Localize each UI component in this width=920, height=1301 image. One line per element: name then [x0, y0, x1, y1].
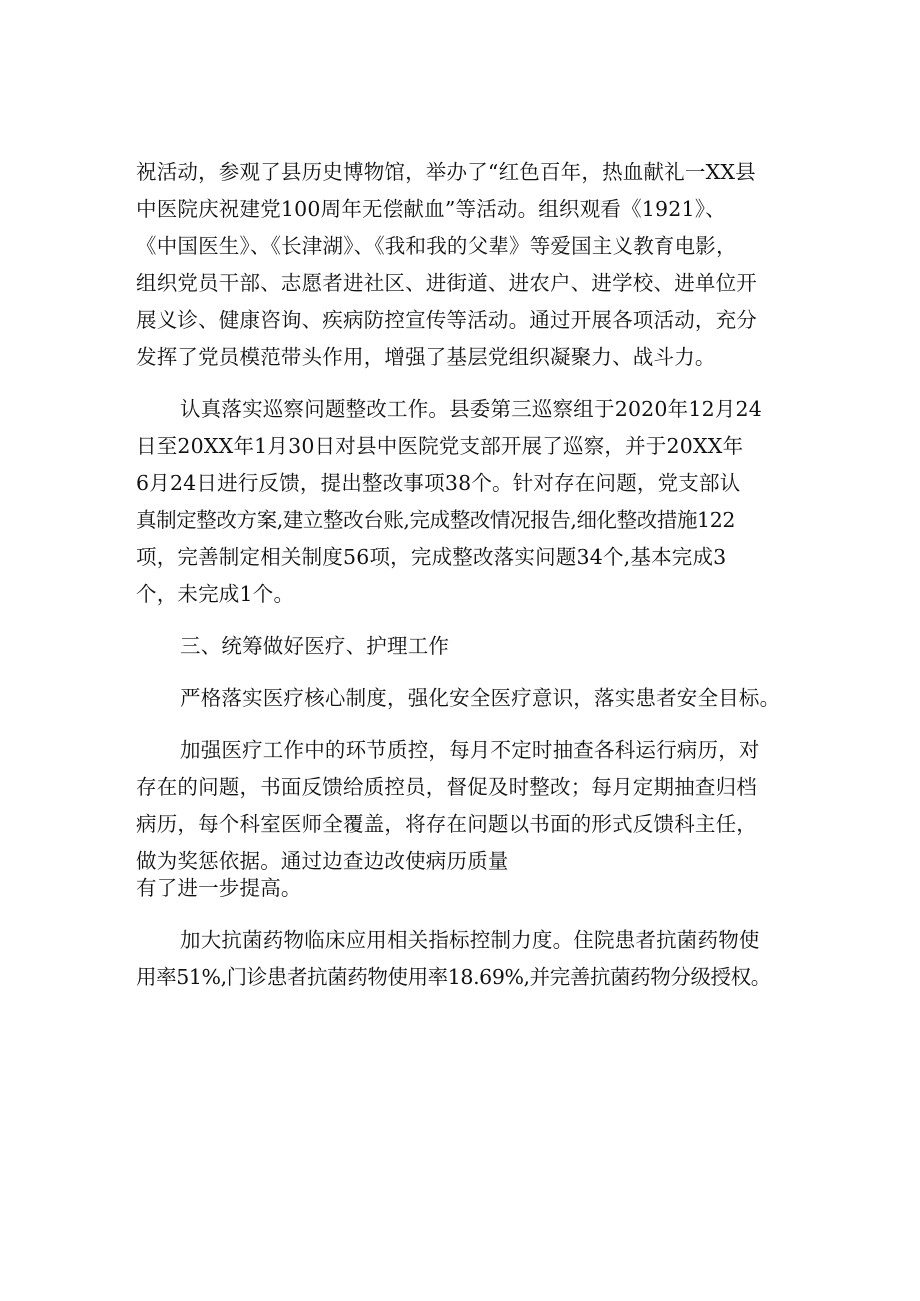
paragraph-line: 做为奖惩依据。通过边查边改使病历质量: [136, 849, 509, 873]
paragraph-line: 真制定整改方案,建立整改台账,完成整改情况报告,细化整改措施122: [136, 508, 735, 532]
paragraph-line: 加大抗菌药物临床应用相关指标控制力度。住院患者抗菌药物使: [180, 928, 760, 952]
paragraph-line: 展义诊、健康咨询、疾病防控宣传等活动。通过开展各项活动，充分: [136, 308, 757, 332]
paragraph-line: 项，完善制定相关制度56项，完成整改落实问题34个,基本完成3: [136, 545, 727, 569]
paragraph-line: 组织党员干部、志愿者进社区、进街道、进农户、进学校、进单位开: [136, 271, 757, 295]
paragraph-line: 6月24日进行反馈，提出整改事项38个。针对存在问题，党支部认: [136, 471, 741, 495]
paragraph-line: 发挥了党员模范带头作用，增强了基层党组织凝聚力、战斗力。: [136, 345, 716, 369]
paragraph-line: 严格落实医疗核心制度，强化安全医疗意识，落实患者安全目标。: [180, 686, 781, 710]
paragraph-line: 《中国医生》、《长津湖》、《我和我的父辈》等爱国主义教育电影，: [136, 234, 737, 258]
paragraph-line: 认真落实巡察问题整改工作。县委第三巡察组于2020年12月24: [180, 397, 763, 421]
paragraph-line: 中医院庆祝建党100周年无偿献血”等活动。组织观看《1921》、: [136, 197, 726, 221]
paragraph-line: 个，未完成1个。: [136, 582, 295, 606]
paragraph-line: 加强医疗工作中的环节质控，每月不定时抽查各科运行病历，对: [180, 738, 760, 762]
paragraph-line: 存在的问题，书面反馈给质控员，督促及时整改；每月定期抽查归档: [136, 775, 757, 799]
paragraph-line: 用率51%,门诊患者抗菌药物使用率18.69%,并完善抗菌药物分级授权。: [136, 965, 771, 989]
paragraph-line: 祝活动，参观了县历史博物馆，举办了“红色百年，热血献礼一XX县: [136, 160, 756, 184]
paragraph-line: 有了进一步提高。: [136, 876, 302, 900]
paragraph-line: 日至20XX年1月30日对县中医院党支部开展了巡察，并于20XX年: [136, 434, 744, 458]
paragraph-line: 病历，每个科室医师全覆盖，将存在问题以书面的形式反馈科主任，: [136, 812, 757, 836]
section-heading: 三、统筹做好医疗、护理工作: [180, 634, 450, 658]
